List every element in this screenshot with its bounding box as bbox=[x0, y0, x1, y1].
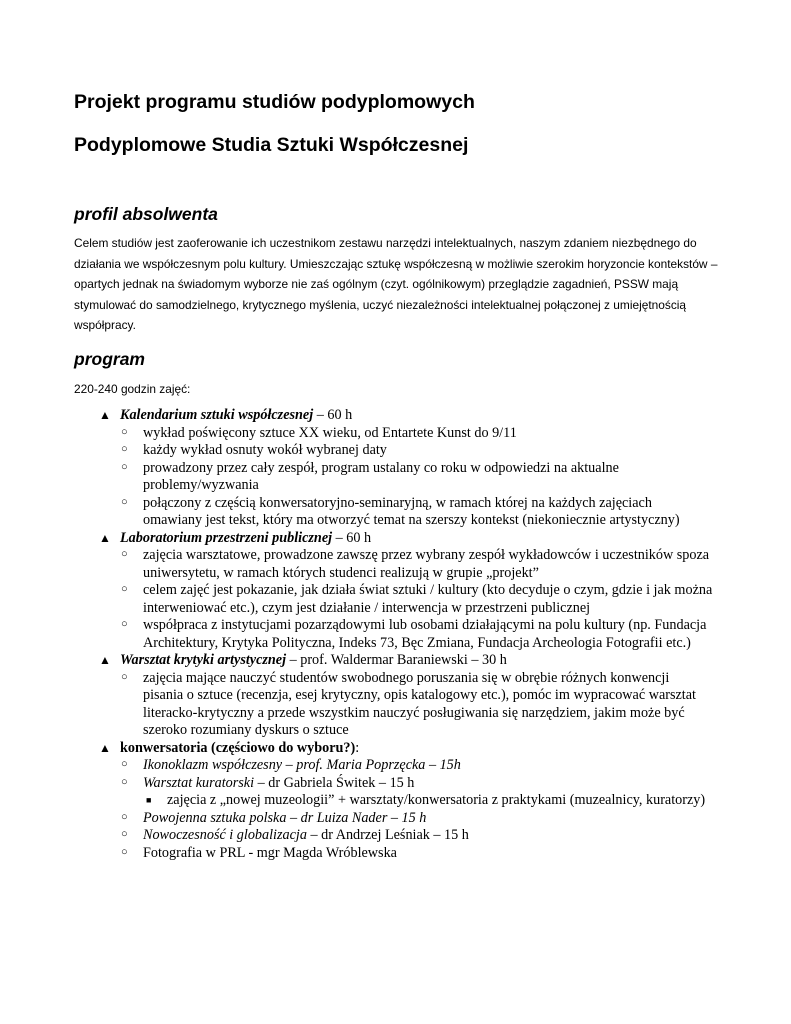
list-item bbox=[121, 774, 713, 793]
sub-list-item bbox=[146, 792, 713, 810]
list-item-text: Fotografia w PRL - mgr Magda Wróblewska bbox=[143, 844, 397, 861]
list-item-text: celem zajęć jest pokazanie, jak działa świat sztuki / kultury (kto decyduje o czym, gdzie i jak można interweniować etc.), czym jest działanie / interwencja w przestrzeni publicznej bbox=[143, 582, 713, 616]
triangle-bullet-icon: ▲ bbox=[99, 740, 111, 755]
circle-bullet-icon: ○ bbox=[121, 810, 128, 823]
list-item bbox=[121, 459, 713, 495]
list-item bbox=[121, 669, 713, 740]
module-name: Kalendarium sztuki współczesnej bbox=[120, 407, 314, 423]
list-item-text: zajęcia warsztatowe, prowadzone zawszę przez wybrany zespół wykładowców i uczestników spoza uniwersytetu, w ramach których studenci realizują w grupie „projekt” bbox=[143, 547, 710, 581]
module-name: Laboratorium przestrzeni publicznej bbox=[120, 529, 333, 546]
circle-bullet-icon: ○ bbox=[121, 775, 128, 788]
circle-bullet-icon: ○ bbox=[121, 495, 128, 508]
module-item bbox=[99, 739, 720, 758]
circle-bullet-icon: ○ bbox=[121, 425, 128, 438]
list-item-text: każdy wykład osnuty wokół wybranej daty bbox=[143, 442, 387, 458]
list-item-text: Powojenna sztuka polska – dr Luiza Nader – 15 h bbox=[143, 809, 427, 826]
list-item-name: Nowoczesność i globalizacja bbox=[143, 827, 307, 843]
triangle-bullet-icon: ▲ bbox=[99, 530, 111, 545]
module-item bbox=[99, 652, 720, 670]
module-item bbox=[99, 407, 720, 425]
hours-text: 220-240 godzin zajęć: bbox=[74, 382, 191, 396]
profil-paragraph: Celem studiów jest zaoferowanie ich uczestnikom zestawu narzędzi intelektualnych, naszym zdaniem niezbędnego do działania we współczesnym polu kultury. Umieszczając sztukę współczesną w możliwie szerokim horyzoncie kontekstów – opartych jednak na świadomym wyborze nie zaś ogólnym (czyt. ogólnikowym) przeglądzie zagadnień, PSSW mają stymulować do samodzielnego, krytycznego myślenia, uczyć niezależności intelektualnej połączonej z umiejętnością współpracy. bbox=[74, 236, 718, 332]
list-item-name: Warsztat kuratorski bbox=[143, 774, 255, 791]
module-item bbox=[99, 529, 720, 548]
triangle-bullet-icon: ▲ bbox=[99, 653, 111, 667]
module-detail: – prof. Waldermar Baraniewski – 30 h bbox=[286, 652, 507, 668]
circle-bullet-icon: ○ bbox=[121, 828, 128, 840]
circle-bullet-icon: ○ bbox=[121, 460, 128, 473]
list-item-text: wykład poświęcony sztuce XX wieku, od Entartete Kunst do 9/11 bbox=[143, 424, 517, 441]
module-name: Warsztat krytyki artystycznej bbox=[120, 652, 287, 668]
list-item-text: prowadzony przez cały zespół, program ustalany co roku w odpowiedzi na aktualne problemy/wyzwania bbox=[143, 459, 619, 493]
circle-bullet-icon: ○ bbox=[121, 548, 128, 560]
document-title: Projekt programu studiów podyplomowych bbox=[74, 91, 475, 113]
section-heading-program: program bbox=[74, 349, 145, 369]
list-item-text: Ikonoklazm współczesny – prof. Maria Poprzęcka – 15h bbox=[143, 757, 461, 773]
module-detail: – 60 h bbox=[332, 529, 372, 546]
list-item-text: współpraca z instytucjami pozarządowymi lub osobami działającymi na polu kultury (np. Fundacja Architektury, Krytyka Polityczna, Indeks 73, Bęc Zmiana, Fundacja Archeologia Fotografii etc.) bbox=[143, 617, 707, 651]
document-subtitle: Podyplomowe Studia Sztuki Współczesnej bbox=[74, 134, 469, 156]
list-item bbox=[121, 809, 713, 828]
circle-bullet-icon: ○ bbox=[121, 845, 128, 858]
section-heading-profil: profil absolwenta bbox=[74, 204, 218, 224]
list-item-detail: – dr Gabriela Świtek – 15 h bbox=[254, 774, 415, 791]
circle-bullet-icon: ○ bbox=[121, 443, 128, 455]
triangle-bullet-icon: ▲ bbox=[99, 408, 111, 422]
list-item-text: połączony z częścią konwersatoryjno-seminaryjną, w ramach której na każdych zajęciach omawiany jest tekst, który ma otworzyć temat na szerszy kontekst (niekoniecznie artystyczny) bbox=[143, 494, 680, 528]
list-item bbox=[121, 547, 713, 582]
list-item bbox=[121, 844, 713, 863]
circle-bullet-icon: ○ bbox=[121, 670, 128, 683]
list-item bbox=[121, 494, 713, 530]
circle-bullet-icon: ○ bbox=[121, 583, 128, 595]
module-detail: : bbox=[355, 739, 360, 756]
list-item bbox=[121, 757, 713, 775]
module-detail: – 60 h bbox=[313, 407, 353, 423]
module-name: konwersatoria (częściowo do wyboru?) bbox=[120, 739, 356, 756]
program-outline bbox=[0, 407, 791, 862]
square-bullet-icon: ■ bbox=[146, 795, 152, 805]
list-item bbox=[121, 424, 713, 443]
sub-list-item-text: zajęcia z „nowej muzeologii” + warsztaty/konwersatoria z praktykami (muzealnicy, kuratorzy) bbox=[167, 792, 706, 808]
list-item bbox=[121, 827, 713, 845]
list-item-detail: – dr Andrzej Leśniak – 15 h bbox=[306, 827, 469, 843]
list-item bbox=[121, 617, 713, 652]
list-item-text: zajęcia mające nauczyć studentów swobodnego poruszania się w obrębie różnych konwencji pisania o sztuce (recenzja, esej krytyczny, opis katalogowy etc.), pomóc im wypracować warsztat literacko-krytyczny a przede wszystkim nauczyć posługiwania się narzędziem, jakim może być szeroko rozumiany dyskurs o sztuce bbox=[143, 669, 696, 738]
list-item bbox=[121, 582, 713, 617]
circle-bullet-icon: ○ bbox=[121, 758, 128, 770]
circle-bullet-icon: ○ bbox=[121, 618, 128, 630]
list-item bbox=[121, 442, 713, 460]
